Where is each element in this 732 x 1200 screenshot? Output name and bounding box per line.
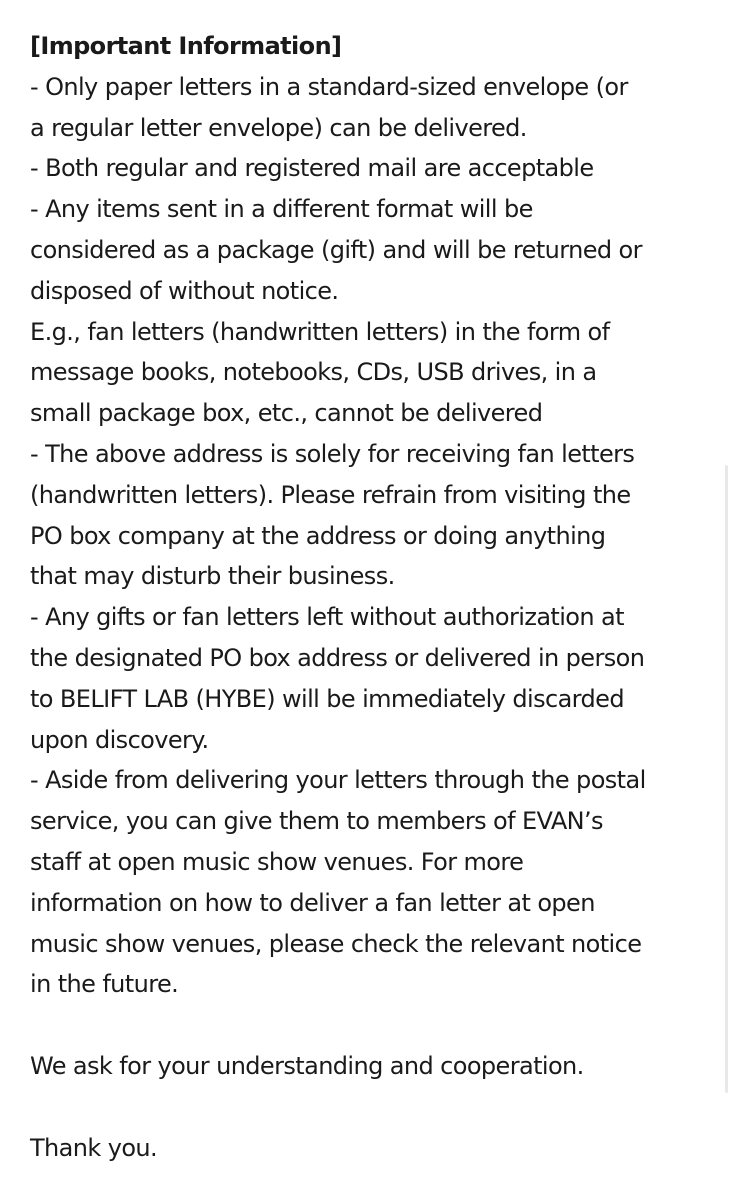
notice-line: staff at open music show venues. For more xyxy=(30,847,524,876)
paragraph-spacer xyxy=(30,1087,720,1128)
notice-line: the designated PO box address or delivered in person xyxy=(30,643,645,672)
notice-line: - The above address is solely for receiving fan letters xyxy=(30,439,635,468)
scrollbar[interactable] xyxy=(725,465,728,1093)
notice-line: message books, notebooks, CDs, USB drives, in a xyxy=(30,358,597,387)
notice-line: service, you can give them to members of EVAN’s xyxy=(30,807,603,836)
notice-line: disposed of without notice. xyxy=(30,276,339,305)
notice-line: considered as a package (gift) and will be returned or xyxy=(30,235,642,264)
notice-line: to BELIFT LAB (HYBE) will be immediately discarded xyxy=(30,684,624,713)
notice-line: (handwritten letters). Please refrain from visiting the xyxy=(30,480,631,509)
thank-you-line: Thank you. xyxy=(30,1133,158,1162)
notice-line: - Only paper letters in a standard-sized envelope (or xyxy=(30,72,628,101)
notice-line: in the future. xyxy=(30,970,179,999)
notice-line: - Any items sent in a different format will be xyxy=(30,195,533,224)
notice-line: PO box company at the address or doing anything xyxy=(30,521,606,550)
notice-line: that may disturb their business. xyxy=(30,562,395,591)
paragraph-spacer xyxy=(30,1005,720,1046)
notice-line: information on how to deliver a fan letter at open xyxy=(30,888,595,917)
notice-line: - Any gifts or fan letters left without authorization at xyxy=(30,603,624,632)
notice-line: a regular letter envelope) can be delivered. xyxy=(30,113,527,142)
notice-heading: [Important Information] xyxy=(30,32,342,60)
notice-line: - Aside from delivering your letters through the postal xyxy=(30,766,646,795)
notice-line: small package box, etc., cannot be delivered xyxy=(30,399,543,428)
notice-line: music show venues, please check the relevant notice xyxy=(30,929,642,958)
notice-line: E.g., fan letters (handwritten letters) in the form of xyxy=(30,317,610,346)
notice-line: upon discovery. xyxy=(30,725,209,754)
notice-line: - Both regular and registered mail are acceptable xyxy=(30,154,594,183)
notice-text-block xyxy=(30,26,720,1168)
closing-request: We ask for your understanding and cooperation. xyxy=(30,1051,584,1080)
